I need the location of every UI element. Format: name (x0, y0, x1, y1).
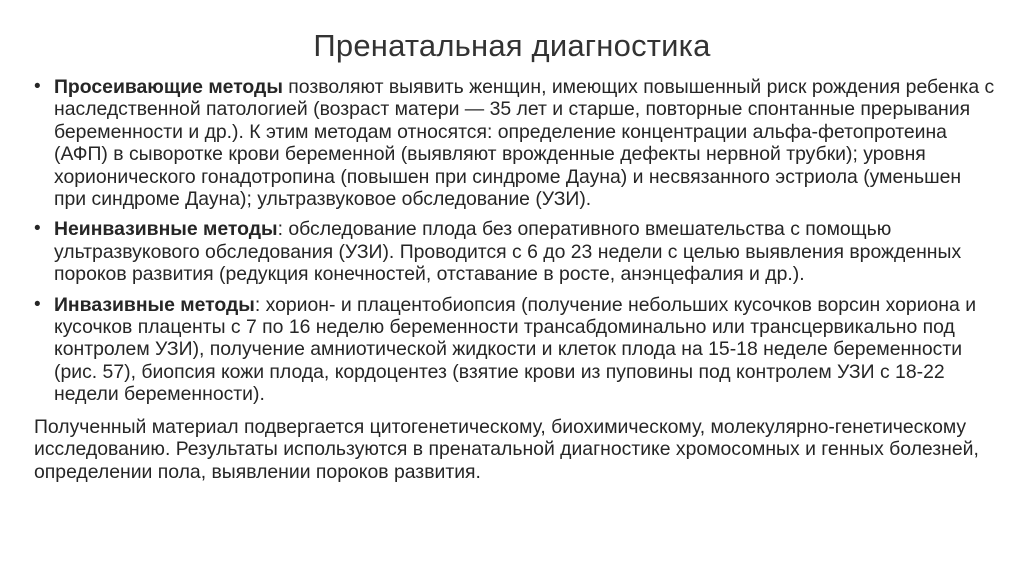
bullet-term: Неинвазивные методы (54, 218, 278, 241)
bullet-dot-icon: • (34, 293, 41, 315)
bullet-noninvasive-methods (34, 218, 996, 285)
bullet-dot-icon: • (34, 76, 41, 97)
bullet-text: : хорион- и плацентобиопсия (получение небольших кусочков ворсин хориона и кусочков плаценты с 7 по 16 неделю беременности трансабдоминально или трансцервикально под контролем УЗИ), получение амниотической жидкости и клеток плода на 15-18 неделе беременности (рис. 57), биопсия кожи плода, кордоцентез (взятие крови из пуповины под контролем УЗИ с 18-22 недели беременности). (54, 293, 977, 406)
bullet-term: Инвазивные методы (54, 293, 255, 316)
bullet-term: Просеивающие методы (54, 76, 283, 98)
bullet-dot-icon: • (34, 218, 41, 240)
bullet-text: позволяют выявить женщин, имеющих повышенный риск рождения ребенка с наследственной патологией (возраст матери — 35 лет и старше, повторные спонтанные прерывания беременности и др.). К этим методам относятся: определение концентрации альфа-фетопротеина (АФП) в сыворотке крови беременной (выявляют врожденные дефекты нервной трубки); уровня хорионического гонадотропина (повышен при синдроме Дауна) и несвязанного эстриола (уменьшен при синдроме Дауна); ультразвуковое обследование (УЗИ). (54, 76, 995, 211)
bullet-invasive-methods (34, 294, 996, 406)
bullet-text: : обследование плода без оперативного вмешательства с помощью ультразвукового обследования (УЗИ). Проводится с 6 до 23 недели с целью выявления врожденных пороков развития (редукция конечностей, отставание в росте, анэнцефалия и др.). (54, 218, 962, 286)
slide-title: Пренатальная диагностика (313, 28, 711, 63)
conclusion-paragraph: Полученный материал подвергается цитогенетическому, биохимическому, молекулярно-генетическому исследованию. Результаты используются в пренатальной диагностике хромосомных и генных болезней, определении пола, выявлении пороков развития. (34, 415, 979, 483)
slide-content (34, 76, 996, 483)
bullet-screening-methods (34, 76, 996, 210)
